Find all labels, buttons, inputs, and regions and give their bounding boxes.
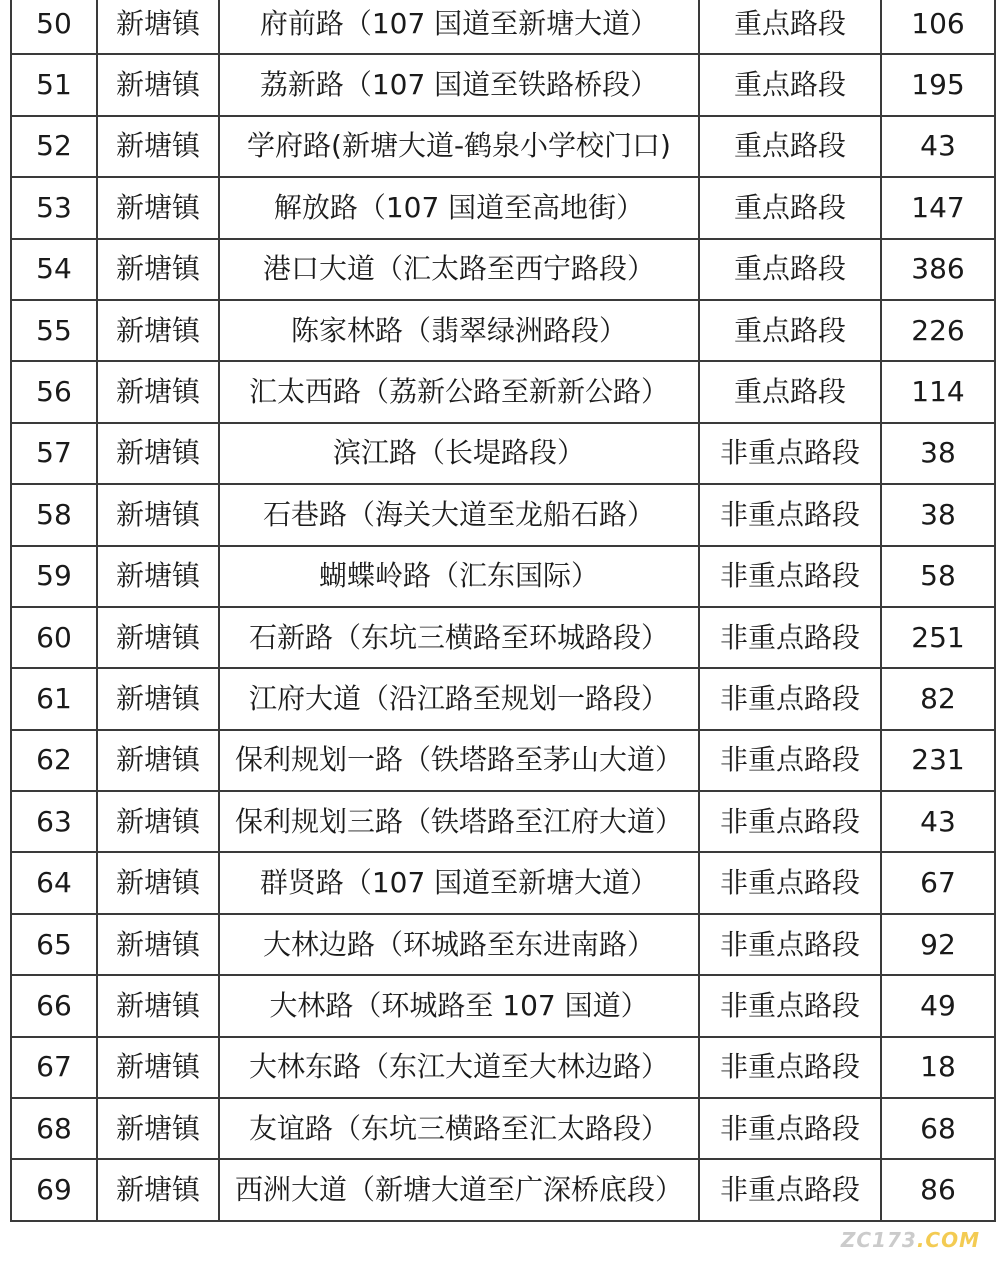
table-row	[11, 54, 995, 115]
road-section-cell: 大林路（环城路至 107 国道）	[219, 975, 699, 1036]
row-number-cell: 60	[11, 607, 97, 668]
length-cell: 106	[881, 0, 995, 54]
section-type-cell: 重点路段	[699, 177, 881, 238]
length-cell: 43	[881, 791, 995, 852]
length-cell: 92	[881, 914, 995, 975]
section-type-cell: 重点路段	[699, 300, 881, 361]
section-type-cell: 重点路段	[699, 0, 881, 54]
watermark-text-b: .COM	[916, 1228, 980, 1252]
road-section-cell: 西洲大道（新塘大道至广深桥底段）	[219, 1159, 699, 1220]
length-cell: 68	[881, 1098, 995, 1159]
road-table-container	[10, 0, 988, 1222]
table-row	[11, 1098, 995, 1159]
section-type-cell: 非重点路段	[699, 423, 881, 484]
town-cell: 新塘镇	[97, 484, 219, 545]
road-section-cell: 港口大道（汇太路至西宁路段）	[219, 239, 699, 300]
section-type-cell: 非重点路段	[699, 730, 881, 791]
road-section-cell: 石新路（东坑三横路至环城路段）	[219, 607, 699, 668]
length-cell: 226	[881, 300, 995, 361]
road-section-cell: 江府大道（沿江路至规划一路段）	[219, 668, 699, 729]
table-row	[11, 0, 995, 54]
road-section-cell: 荔新路（107 国道至铁路桥段）	[219, 54, 699, 115]
length-cell: 147	[881, 177, 995, 238]
section-type-cell: 非重点路段	[699, 791, 881, 852]
row-number-cell: 58	[11, 484, 97, 545]
row-number-cell: 52	[11, 116, 97, 177]
road-section-cell: 学府路(新塘大道-鹤泉小学校门口)	[219, 116, 699, 177]
section-type-cell: 重点路段	[699, 116, 881, 177]
table-row	[11, 668, 995, 729]
row-number-cell: 68	[11, 1098, 97, 1159]
row-number-cell: 61	[11, 668, 97, 729]
length-cell: 86	[881, 1159, 995, 1220]
town-cell: 新塘镇	[97, 730, 219, 791]
section-type-cell: 重点路段	[699, 54, 881, 115]
length-cell: 82	[881, 668, 995, 729]
town-cell: 新塘镇	[97, 239, 219, 300]
row-number-cell: 54	[11, 239, 97, 300]
town-cell: 新塘镇	[97, 116, 219, 177]
section-type-cell: 非重点路段	[699, 607, 881, 668]
road-section-cell: 蝴蝶岭路（汇东国际）	[219, 546, 699, 607]
length-cell: 58	[881, 546, 995, 607]
row-number-cell: 63	[11, 791, 97, 852]
section-type-cell: 非重点路段	[699, 1159, 881, 1220]
town-cell: 新塘镇	[97, 1037, 219, 1098]
town-cell: 新塘镇	[97, 607, 219, 668]
table-row	[11, 423, 995, 484]
table-row	[11, 791, 995, 852]
table-row	[11, 1159, 995, 1220]
table-body	[11, 0, 995, 1221]
table-row	[11, 361, 995, 422]
table-row	[11, 239, 995, 300]
town-cell: 新塘镇	[97, 423, 219, 484]
town-cell: 新塘镇	[97, 0, 219, 54]
table-row	[11, 177, 995, 238]
town-cell: 新塘镇	[97, 852, 219, 913]
row-number-cell: 56	[11, 361, 97, 422]
table-row	[11, 914, 995, 975]
site-watermark	[841, 1228, 980, 1252]
length-cell: 114	[881, 361, 995, 422]
town-cell: 新塘镇	[97, 300, 219, 361]
length-cell: 38	[881, 423, 995, 484]
town-cell: 新塘镇	[97, 546, 219, 607]
table-row	[11, 1037, 995, 1098]
length-cell: 43	[881, 116, 995, 177]
table-row	[11, 730, 995, 791]
road-section-cell: 大林边路（环城路至东进南路）	[219, 914, 699, 975]
town-cell: 新塘镇	[97, 177, 219, 238]
length-cell: 386	[881, 239, 995, 300]
road-section-cell: 大林东路（东江大道至大林边路）	[219, 1037, 699, 1098]
town-cell: 新塘镇	[97, 361, 219, 422]
road-section-cell: 友谊路（东坑三横路至汇太路段）	[219, 1098, 699, 1159]
road-section-cell: 滨江路（长堤路段）	[219, 423, 699, 484]
road-section-cell: 解放路（107 国道至高地街）	[219, 177, 699, 238]
row-number-cell: 69	[11, 1159, 97, 1220]
row-number-cell: 64	[11, 852, 97, 913]
road-section-cell: 群贤路（107 国道至新塘大道）	[219, 852, 699, 913]
road-section-cell: 府前路（107 国道至新塘大道）	[219, 0, 699, 54]
row-number-cell: 57	[11, 423, 97, 484]
row-number-cell: 51	[11, 54, 97, 115]
road-section-table	[10, 0, 996, 1222]
table-row	[11, 116, 995, 177]
road-section-cell: 陈家林路（翡翠绿洲路段）	[219, 300, 699, 361]
row-number-cell: 50	[11, 0, 97, 54]
table-row	[11, 975, 995, 1036]
row-number-cell: 59	[11, 546, 97, 607]
row-number-cell: 62	[11, 730, 97, 791]
row-number-cell: 65	[11, 914, 97, 975]
row-number-cell: 55	[11, 300, 97, 361]
section-type-cell: 非重点路段	[699, 546, 881, 607]
town-cell: 新塘镇	[97, 1098, 219, 1159]
section-type-cell: 重点路段	[699, 361, 881, 422]
table-row	[11, 300, 995, 361]
road-section-cell: 保利规划一路（铁塔路至茅山大道）	[219, 730, 699, 791]
length-cell: 49	[881, 975, 995, 1036]
length-cell: 67	[881, 852, 995, 913]
length-cell: 38	[881, 484, 995, 545]
section-type-cell: 重点路段	[699, 239, 881, 300]
town-cell: 新塘镇	[97, 791, 219, 852]
watermark-text-a: ZC173	[840, 1228, 917, 1252]
road-section-cell: 汇太西路（荔新公路至新新公路）	[219, 361, 699, 422]
road-section-cell: 保利规划三路（铁塔路至江府大道）	[219, 791, 699, 852]
section-type-cell: 非重点路段	[699, 1098, 881, 1159]
town-cell: 新塘镇	[97, 1159, 219, 1220]
table-row	[11, 607, 995, 668]
length-cell: 18	[881, 1037, 995, 1098]
road-section-cell: 石巷路（海关大道至龙船石路）	[219, 484, 699, 545]
town-cell: 新塘镇	[97, 668, 219, 729]
length-cell: 195	[881, 54, 995, 115]
section-type-cell: 非重点路段	[699, 1037, 881, 1098]
section-type-cell: 非重点路段	[699, 852, 881, 913]
table-row	[11, 484, 995, 545]
town-cell: 新塘镇	[97, 54, 219, 115]
row-number-cell: 67	[11, 1037, 97, 1098]
town-cell: 新塘镇	[97, 914, 219, 975]
section-type-cell: 非重点路段	[699, 668, 881, 729]
table-row	[11, 546, 995, 607]
section-type-cell: 非重点路段	[699, 914, 881, 975]
section-type-cell: 非重点路段	[699, 484, 881, 545]
section-type-cell: 非重点路段	[699, 975, 881, 1036]
row-number-cell: 53	[11, 177, 97, 238]
town-cell: 新塘镇	[97, 975, 219, 1036]
table-row	[11, 852, 995, 913]
length-cell: 251	[881, 607, 995, 668]
length-cell: 231	[881, 730, 995, 791]
row-number-cell: 66	[11, 975, 97, 1036]
